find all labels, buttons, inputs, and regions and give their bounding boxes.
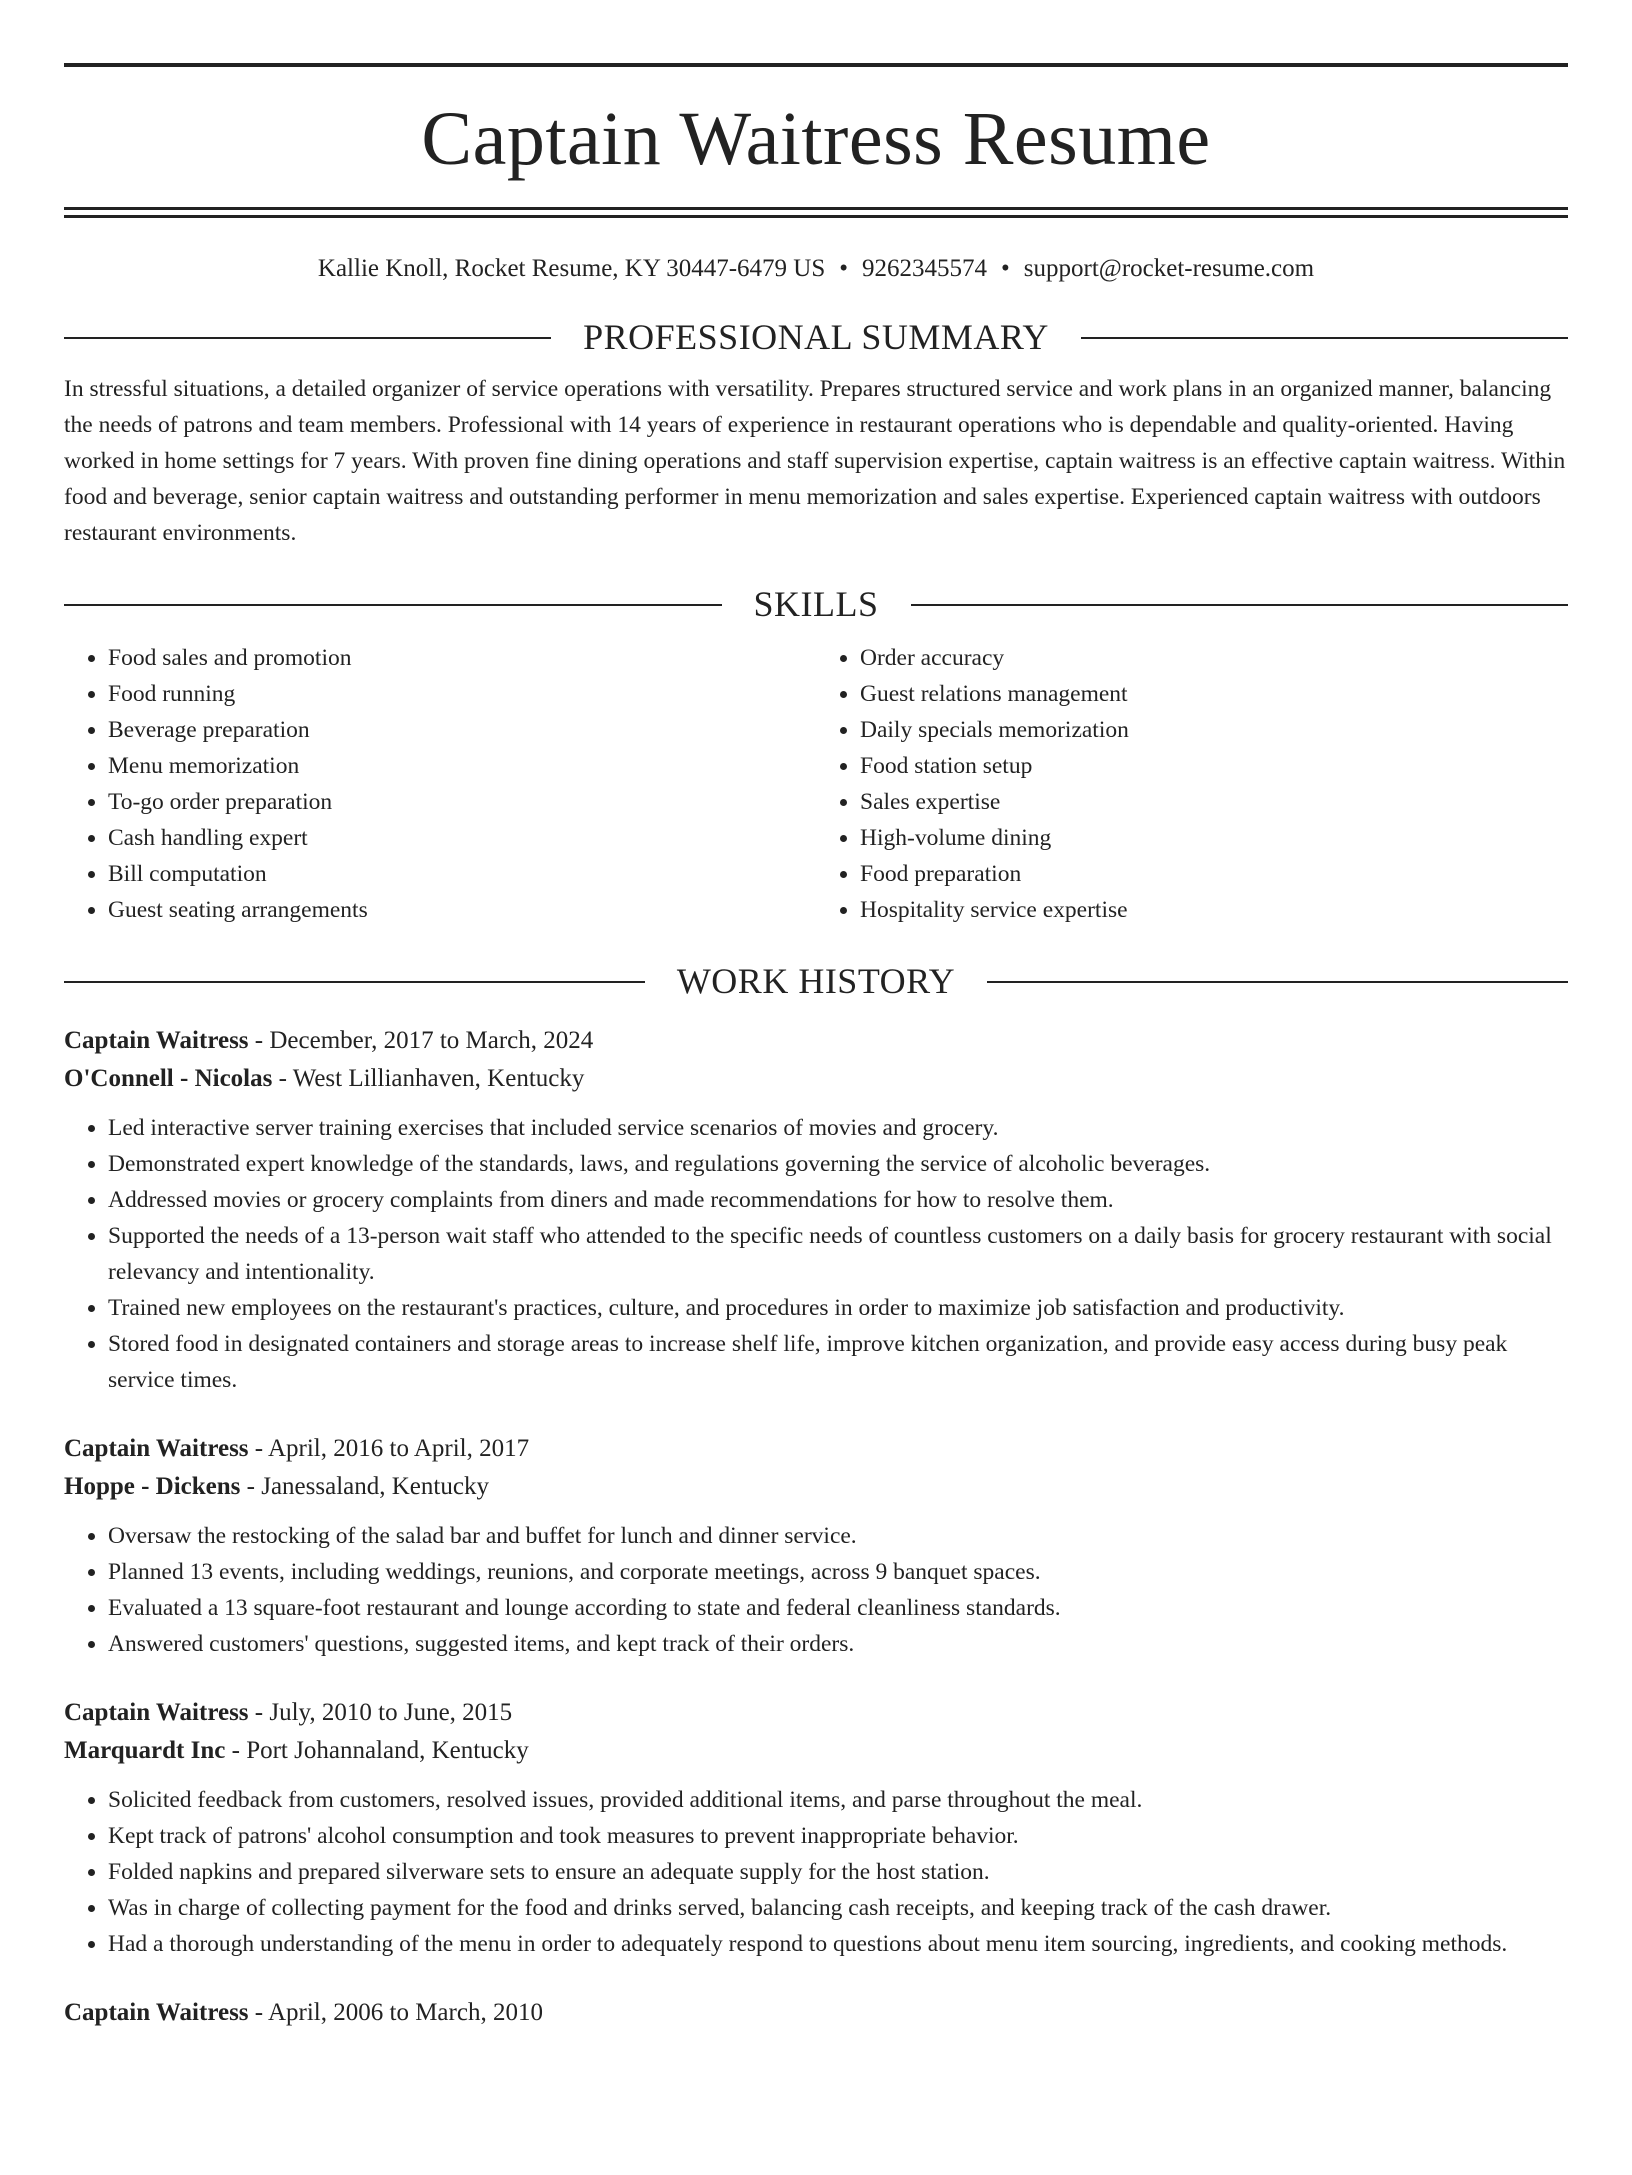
section-rule: [1081, 337, 1568, 339]
job-bullet: • Evaluated a 13 square-foot restaurant and lounge according to state and federal cleanliness standards.: [108, 1590, 1568, 1626]
job-dates: April, 2016 to April, 2017: [267, 1434, 530, 1462]
skill-item: • Order accuracy: [860, 640, 1568, 676]
job-bullet: • Trained new employees on the restaurant's practices, culture, and procedures in order to maximize job satisfaction and productivity.: [108, 1290, 1568, 1326]
job-bullet: • Had a thorough understanding of the menu in order to adequately respond to questions about menu item sourcing, ingredients, and cooking methods.: [108, 1926, 1568, 1962]
skill-item: • Food station setup: [860, 748, 1568, 784]
skill-item: • Food preparation: [860, 856, 1568, 892]
skill-item: • Beverage preparation: [108, 712, 816, 748]
title-double-rule: [64, 207, 1568, 218]
job-title-line: Captain Waitress - April, 2016 to April, 2017: [64, 1434, 530, 1462]
job-dates: December, 2017 to March, 2024: [269, 1026, 594, 1054]
job-entry: [64, 1694, 1568, 1962]
job-bullet: • Folded napkins and prepared silverware sets to ensure an adequate supply for the host station.: [108, 1854, 1568, 1890]
resume-page: [0, 63, 1632, 2175]
job-dates: April, 2006 to March, 2010: [267, 1998, 543, 2026]
job-bullet: • Planned 13 events, including weddings, reunions, and corporate meetings, across 9 banquet spaces.: [108, 1554, 1568, 1590]
job-company: O'Connell - Nicolas: [64, 1064, 273, 1092]
job-company-line: O'Connell - Nicolas - West Lillianhaven, Kentucky: [64, 1064, 585, 1092]
skill-item: • Hospitality service expertise: [860, 892, 1568, 928]
job-bullet: • Answered customers' questions, suggested items, and kept track of their orders.: [108, 1626, 1568, 1662]
skill-item: • Food running: [108, 676, 816, 712]
contact-separator: •: [1001, 255, 1010, 282]
job-company-line: Marquardt Inc - Port Johannaland, Kentucky: [64, 1736, 529, 1764]
contact-phone: 9262345574: [862, 255, 988, 282]
summary-section-header: [64, 316, 1568, 359]
job-bullet: • Addressed movies or grocery complaints from diners and made recommendations for how to resolve them.: [108, 1182, 1568, 1218]
section-rule: [987, 981, 1568, 983]
skills-grid: [64, 640, 1568, 928]
job-bullets: [64, 1110, 1568, 1398]
contact-separator: •: [839, 255, 849, 282]
section-rule: [64, 337, 551, 339]
contact-address: Kallie Knoll, Rocket Resume, KY 30447-6479 US: [317, 255, 826, 282]
job-entry: [64, 1430, 1568, 1662]
skill-item: • Food sales and promotion: [108, 640, 816, 676]
job-bullet: • Solicited feedback from customers, resolved issues, provided additional items, and parse throughout the meal.: [108, 1782, 1568, 1818]
skills-list-left: [64, 640, 816, 928]
section-rule: [64, 981, 645, 983]
skills-list-right: [816, 640, 1568, 928]
contact-line: [64, 254, 1568, 284]
job-company: Marquardt Inc: [64, 1736, 226, 1764]
job-title-line: Captain Waitress - July, 2010 to June, 2015: [64, 1698, 513, 1726]
job-company-line: Hoppe - Dickens - Janessaland, Kentucky: [64, 1472, 489, 1500]
job-bullet: • Kept track of patrons' alcohol consumption and took measures to prevent inappropriate behavior.: [108, 1818, 1568, 1854]
job-bullet: • Demonstrated expert knowledge of the standards, laws, and regulations governing the service of alcoholic beverages.: [108, 1146, 1568, 1182]
job-location: Janessaland, Kentucky: [261, 1472, 489, 1500]
skill-item: • Menu memorization: [108, 748, 816, 784]
skill-item: • Guest seating arrangements: [108, 892, 816, 928]
job-title: Captain Waitress: [64, 1434, 249, 1462]
job-title: Captain Waitress: [64, 1998, 249, 2026]
job-title: Captain Waitress: [64, 1026, 249, 1054]
job-dates: July, 2010 to June, 2015: [269, 1698, 513, 1726]
section-rule: [64, 604, 722, 606]
work-heading: WORK HISTORY: [676, 961, 956, 1002]
summary-text: In stressful situations, a detailed organizer of service operations with versatility. Prepares structured service and work plans in an organized manner, balancing the needs of patrons and team members. Professional with 14 years of experience in restaurant operations who is dependable and quality-oriented. Having worked in home settings for 7 years. With proven fine dining operations and staff supervision expertise, captain waitress is an effective captain waitress. Within food and beverage, senior captain waitress and outstanding performer in menu memorization and sales expertise. Experienced captain waitress with outdoors restaurant environments.: [64, 376, 1566, 547]
contact-email[interactable]: support@rocket-resume.com: [1023, 255, 1315, 282]
job-entry: [64, 1994, 1568, 2032]
job-bullets: [64, 1518, 1568, 1662]
job-location: West Lillianhaven, Kentucky: [292, 1064, 585, 1092]
work-history-list: [64, 1022, 1568, 2032]
job-bullet: • Led interactive server training exercises that included service scenarios of movies and grocery.: [108, 1110, 1568, 1146]
resume-title: Captain Waitress Resume: [421, 97, 1211, 181]
skills-heading: SKILLS: [753, 584, 879, 625]
summary-heading: PROFESSIONAL SUMMARY: [583, 317, 1049, 357]
job-title-line: Captain Waitress - April, 2006 to March, 2010: [64, 1998, 543, 2026]
skill-item: • Daily specials memorization: [860, 712, 1568, 748]
skill-item: • High-volume dining: [860, 820, 1568, 856]
skill-item: • Guest relations management: [860, 676, 1568, 712]
job-bullet: • Was in charge of collecting payment for the food and drinks served, balancing cash receipts, and keeping track of the cash drawer.: [108, 1890, 1568, 1926]
section-rule: [911, 604, 1569, 606]
skills-section-header: [64, 583, 1568, 626]
skill-item: • To-go order preparation: [108, 784, 816, 820]
skill-item: • Cash handling expert: [108, 820, 816, 856]
job-bullet: • Stored food in designated containers and storage areas to increase shelf life, improve kitchen organization, and provide easy access during busy peak service times.: [108, 1326, 1568, 1398]
job-entry: [64, 1022, 1568, 1398]
skill-item: • Sales expertise: [860, 784, 1568, 820]
job-location: Port Johannaland, Kentucky: [246, 1736, 529, 1764]
job-bullet: • Supported the needs of a 13-person wait staff who attended to the specific needs of countless customers on a daily basis for grocery restaurant with social relevancy and intentionality.: [108, 1218, 1568, 1290]
skill-item: • Bill computation: [108, 856, 816, 892]
job-bullets: [64, 1782, 1568, 1962]
job-title: Captain Waitress: [64, 1698, 249, 1726]
work-section-header: [64, 960, 1568, 1003]
job-title-line: Captain Waitress - December, 2017 to March, 2024: [64, 1026, 594, 1054]
job-company: Hoppe - Dickens: [64, 1472, 241, 1500]
job-bullet: • Oversaw the restocking of the salad bar and buffet for lunch and dinner service.: [108, 1518, 1568, 1554]
